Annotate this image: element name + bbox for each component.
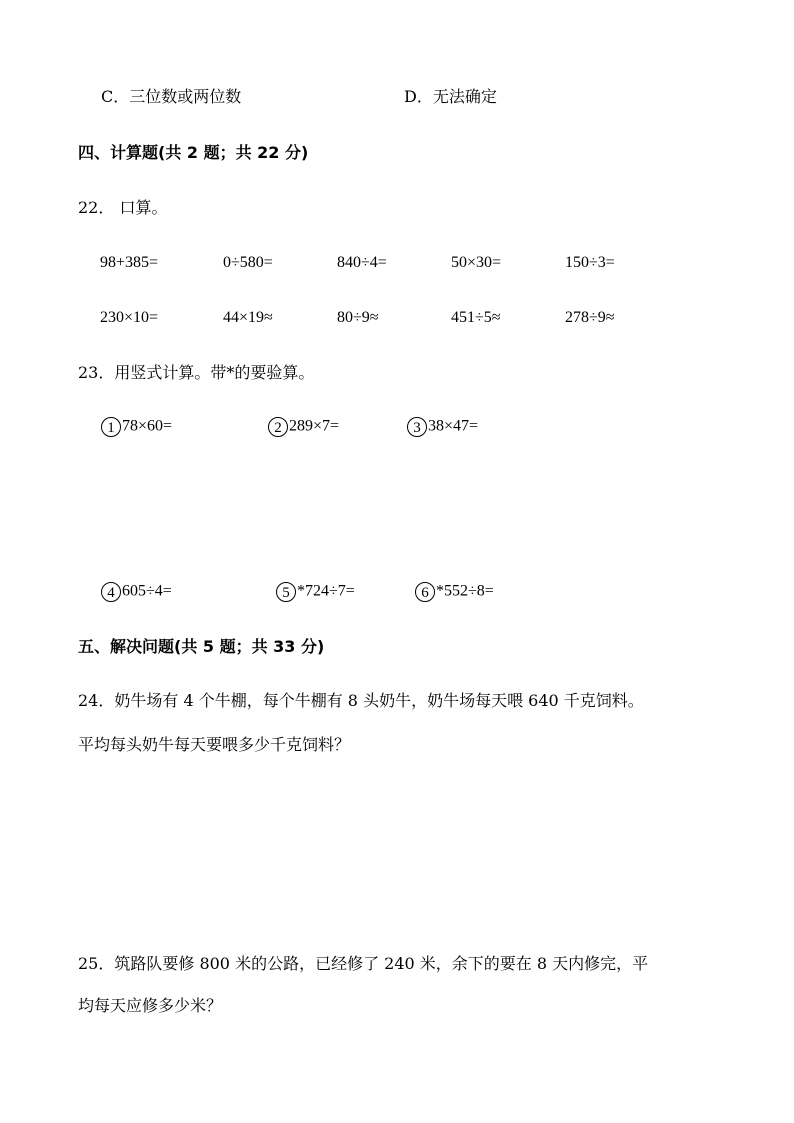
oral-calc-item: 840÷4= (337, 254, 387, 271)
vertical-calc-item (407, 415, 478, 438)
vertical-calc-item (101, 415, 172, 438)
circled-number: 4 (101, 582, 121, 602)
oral-calc-item: 150÷3= (565, 254, 615, 271)
vertical-calc-expression: 605÷4= (122, 582, 172, 600)
circled-number: 6 (415, 582, 435, 602)
vertical-calc-expression: *724÷7= (297, 582, 355, 600)
vertical-calc-item (276, 580, 355, 603)
oral-calc-item: 80÷9≈ (337, 309, 379, 326)
question-23-label: 23．用竖式计算。带*的要验算。 (78, 363, 315, 382)
oral-calc-item: 230×10= (100, 309, 159, 326)
question-24-line-2: 平均每头奶牛每天要喂多少千克饲料？ (78, 735, 351, 754)
vertical-calc-item (415, 580, 494, 603)
oral-calc-item: 0÷580= (223, 254, 273, 271)
vertical-calc-expression: 289×7= (289, 417, 340, 435)
question-24-line-1: 24．奶牛场有 4 个牛棚，每个牛棚有 8 头奶牛，奶牛场每天喂 640 千克饲料。 (78, 691, 644, 710)
choice-c: C．三位数或两位数 (101, 87, 242, 106)
question-22-label: 22． 口算。 (78, 198, 168, 217)
choice-d: D．无法确定 (404, 87, 497, 106)
oral-calc-item: 44×19≈ (223, 309, 273, 326)
circled-number: 2 (268, 417, 288, 437)
oral-calc-item: 451÷5≈ (451, 309, 501, 326)
question-25-line-1: 25．筑路队要修 800 米的公路，已经修了 240 米，余下的要在 8 天内修完，平 (78, 954, 649, 973)
oral-calc-item: 278÷9≈ (565, 309, 615, 326)
vertical-calc-expression: 38×47= (428, 417, 479, 435)
vertical-calc-item (101, 580, 172, 603)
circled-number: 5 (276, 582, 296, 602)
question-25-line-2: 均每天应修多少米？ (78, 996, 223, 1015)
oral-calc-item: 98+385= (100, 254, 159, 271)
section-4-heading: 四、计算题(共 2 题；共 22 分) (78, 143, 309, 162)
section-5-heading: 五、解决问题(共 5 题；共 33 分) (78, 637, 325, 656)
circled-number: 1 (101, 417, 121, 437)
vertical-calc-expression: 78×60= (122, 417, 173, 435)
vertical-calc-item (268, 415, 339, 438)
vertical-calc-expression: *552÷8= (436, 582, 494, 600)
circled-number: 3 (407, 417, 427, 437)
oral-calc-item: 50×30= (451, 254, 502, 271)
